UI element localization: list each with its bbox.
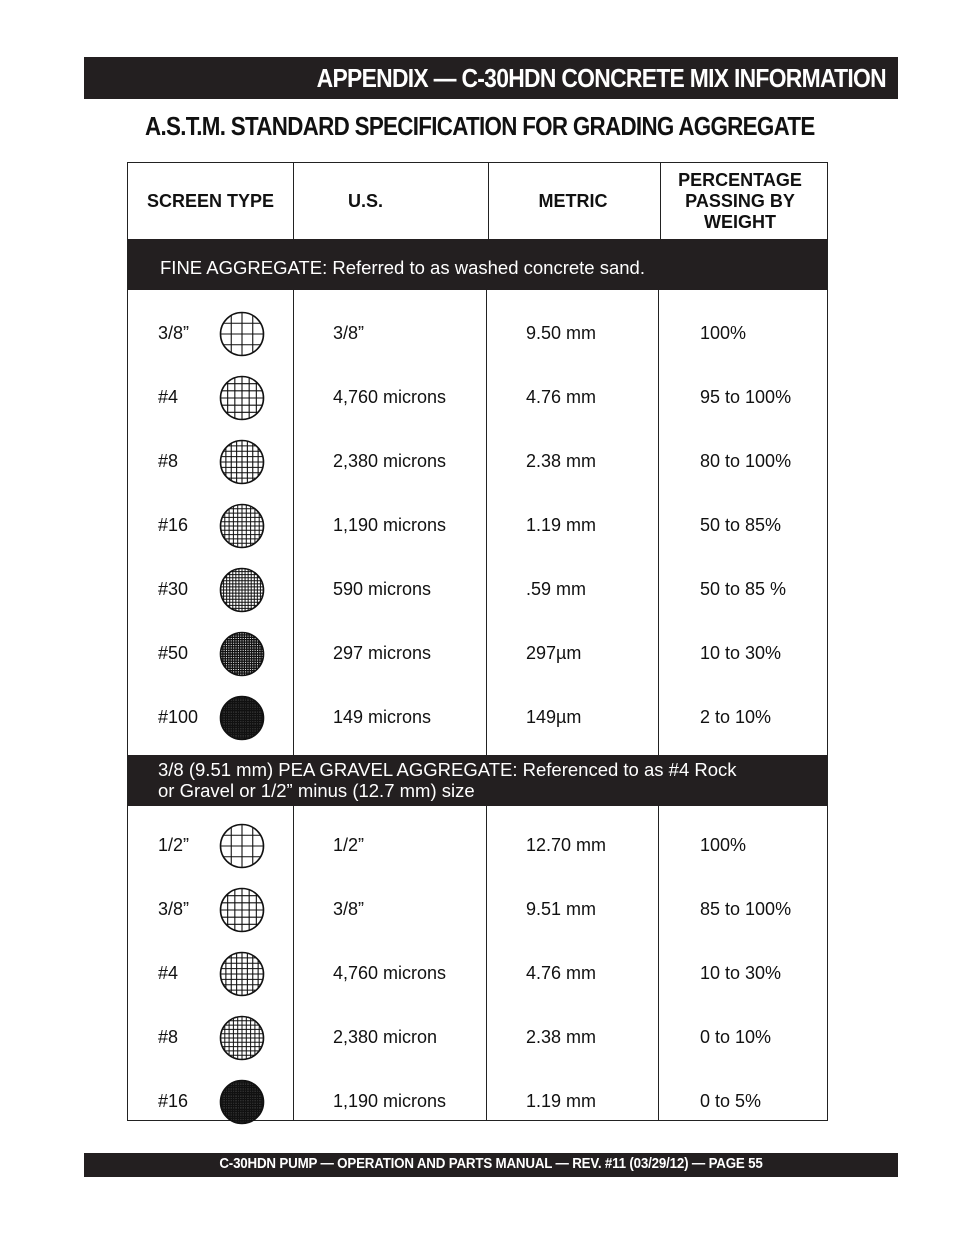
column-header-metric: METRIC (538, 190, 608, 211)
us-size-value: 4,760 microns (333, 387, 447, 407)
percent-passing-value: 80 to 100% (700, 451, 792, 471)
us-size-value: 3/8” (333, 899, 365, 919)
us-size-value: 2,380 microns (333, 451, 447, 471)
footer-text: C-30HDN PUMP — OPERATION AND PARTS MANUAL — REV. #11 (03/29/12) — PAGE 55 (219, 1156, 763, 1172)
percent-passing-value: 95 to 100% (700, 387, 792, 407)
us-size-value: 149 microns (333, 707, 432, 727)
sieve-mesh-icon (219, 567, 265, 613)
sieve-mesh-icon (219, 631, 265, 677)
aggregate-grading-table (127, 162, 828, 1121)
sieve-mesh-icon (219, 695, 265, 741)
metric-size-value: 9.51 mm (526, 899, 597, 919)
sieve-mesh-icon (219, 375, 265, 421)
us-size-value: 1/2” (333, 835, 365, 855)
us-size-value: 3/8” (333, 323, 365, 343)
percent-passing-value: 50 to 85% (700, 515, 782, 535)
metric-size-value: 1.19 mm (526, 1091, 597, 1111)
us-size-value: 590 microns (333, 579, 432, 599)
column-divider (293, 806, 294, 1121)
metric-size-value: 149µm (526, 707, 582, 727)
fine-aggregate-band: FINE AGGREGATE: Referred to as washed concrete sand. (128, 239, 827, 290)
screen-type-label: #16 (158, 1091, 189, 1111)
percent-passing-value: 85 to 100% (700, 899, 792, 919)
page-subtitle: A.S.T.M. STANDARD SPECIFICATION FOR GRADING AGGREGATE (145, 111, 815, 141)
us-size-value: 1,190 microns (333, 515, 447, 535)
column-divider (293, 163, 294, 239)
sieve-mesh-icon (219, 887, 265, 933)
screen-type-label: #16 (158, 515, 189, 535)
sieve-mesh-icon (219, 311, 265, 357)
sieve-mesh-icon (219, 1079, 265, 1125)
screen-type-label: #8 (158, 1027, 179, 1047)
footer-bar (84, 1153, 898, 1177)
percent-passing-value: 10 to 30% (700, 963, 782, 983)
us-size-value: 297 microns (333, 643, 432, 663)
metric-size-value: 1.19 mm (526, 515, 597, 535)
metric-size-value: 2.38 mm (526, 1027, 597, 1047)
metric-size-value: .59 mm (526, 579, 587, 599)
screen-type-label: #100 (158, 707, 199, 727)
percent-passing-value: 100% (700, 323, 747, 343)
metric-size-value: 4.76 mm (526, 387, 597, 407)
percent-passing-value: 2 to 10% (700, 707, 772, 727)
metric-size-value: 12.70 mm (526, 835, 607, 855)
sieve-mesh-icon (219, 823, 265, 869)
sieve-mesh-icon (219, 503, 265, 549)
sieve-mesh-icon (219, 951, 265, 997)
screen-type-label: #8 (158, 451, 179, 471)
metric-size-value: 2.38 mm (526, 451, 597, 471)
screen-type-label: #30 (158, 579, 189, 599)
column-divider (660, 163, 661, 239)
metric-size-value: 297µm (526, 643, 582, 663)
column-divider (658, 290, 659, 755)
screen-type-label: 3/8” (158, 323, 190, 343)
percent-passing-value: 10 to 30% (700, 643, 782, 663)
screen-type-label: 3/8” (158, 899, 190, 919)
sieve-mesh-icon (219, 439, 265, 485)
percent-passing-value: 0 to 5% (700, 1091, 762, 1111)
column-header-screen-type: SCREEN TYPE (146, 190, 275, 211)
percent-passing-value: 100% (700, 835, 747, 855)
metric-size-value: 4.76 mm (526, 963, 597, 983)
us-size-value: 2,380 micron (333, 1027, 438, 1047)
screen-type-label: #4 (158, 963, 179, 983)
us-size-value: 1,190 microns (333, 1091, 447, 1111)
column-header-percentage: PERCENTAGE PASSING BY WEIGHT (678, 169, 802, 232)
column-header-us: U.S. (347, 190, 383, 211)
screen-type-label: #50 (158, 643, 189, 663)
percent-passing-value: 0 to 10% (700, 1027, 772, 1047)
column-divider (293, 290, 294, 755)
column-divider (488, 163, 489, 239)
column-divider (486, 806, 487, 1121)
us-size-value: 4,760 microns (333, 963, 447, 983)
column-divider (658, 806, 659, 1121)
appendix-header-bar (84, 57, 898, 99)
appendix-title: APPENDIX — C-30HDN CONCRETE MIX INFORMATION (316, 63, 886, 93)
pea-gravel-band: 3/8 (9.51 mm) PEA GRAVEL AGGREGATE: Referenced to as #4 Rock or Gravel or 1/2” minus (12.7 mm) size (128, 755, 827, 806)
screen-type-label: #4 (158, 387, 179, 407)
metric-size-value: 9.50 mm (526, 323, 597, 343)
sieve-mesh-icon (219, 1015, 265, 1061)
percent-passing-value: 50 to 85 % (700, 579, 787, 599)
column-divider (486, 290, 487, 755)
screen-type-label: 1/2” (158, 835, 190, 855)
